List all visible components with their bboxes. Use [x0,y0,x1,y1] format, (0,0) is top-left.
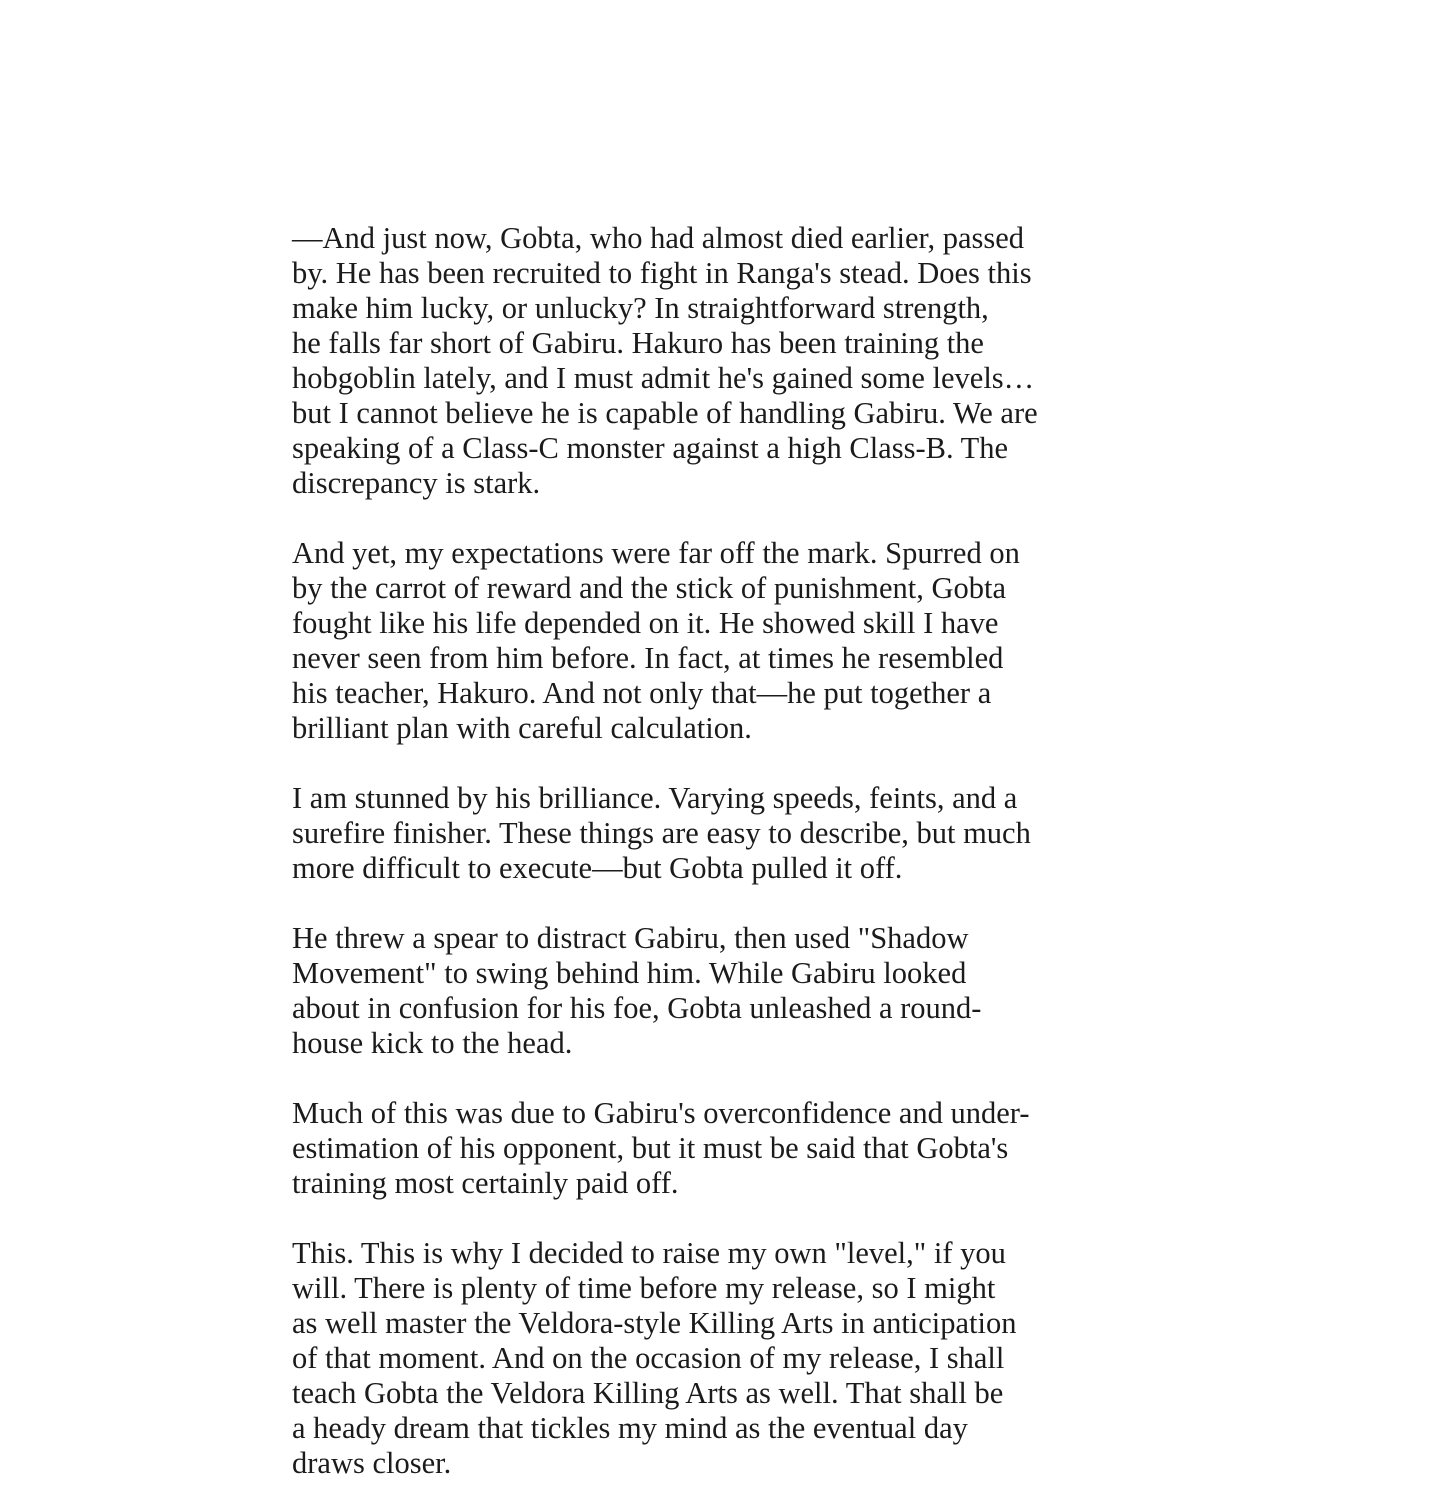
paragraph-4 [292,921,1192,1061]
text-line: brilliant plan with careful calculation. [292,711,752,745]
body-text [292,221,1192,1481]
text-line: And yet, my expectations were far off the mark. Spurred on [292,536,1020,570]
text-line: his teacher, Hakuro. And not only that—he put together a [292,676,992,710]
text-line: he falls far short of Gabiru. Hakuro has been training the [292,326,984,360]
text-line: as well master the Veldora-style Killing Arts in anticipation [292,1306,1017,1340]
text-line: a heady dream that tickles my mind as the eventual day [292,1411,968,1445]
text-line: more difficult to execute—but Gobta pulled it off. [292,851,903,885]
paragraph-3 [292,781,1192,886]
text-line: fought like his life depended on it. He showed skill I have [292,606,999,640]
paragraph-2 [292,536,1192,746]
text-line: about in confusion for his foe, Gobta unleashed a round- [292,991,982,1025]
text-line: This. This is why I decided to raise my own "level," if you [292,1236,1006,1270]
text-line: Much of this was due to Gabiru's overconfidence and under- [292,1096,1030,1130]
text-line: estimation of his opponent, but it must be said that Gobta's [292,1131,1009,1165]
text-line: house kick to the head. [292,1026,573,1060]
text-line: training most certainly paid off. [292,1166,679,1200]
text-line: He threw a spear to distract Gabiru, then used "Shadow [292,921,969,955]
text-line: will. There is plenty of time before my release, so I might [292,1271,996,1305]
paragraph-6 [292,1236,1192,1481]
text-line: teach Gobta the Veldora Killing Arts as well. That shall be [292,1376,1004,1410]
text-line: —And just now, Gobta, who had almost died earlier, passed [292,221,1025,255]
paragraph-1 [292,221,1192,501]
text-line: I am stunned by his brilliance. Varying speeds, feints, and a [292,781,1018,815]
text-line: surefire finisher. These things are easy to describe, but much [292,816,1031,850]
text-line: discrepancy is stark. [292,466,541,500]
text-line: but I cannot believe he is capable of handling Gabiru. We are [292,396,1038,430]
text-line: never seen from him before. In fact, at times he resembled [292,641,1004,675]
text-line: make him lucky, or unlucky? In straightforward strength, [292,291,989,325]
text-line: Movement" to swing behind him. While Gabiru looked [292,956,967,990]
text-line: by. He has been recruited to fight in Ranga's stead. Does this [292,256,1032,290]
text-line: of that moment. And on the occasion of my release, I shall [292,1341,1005,1375]
text-line: speaking of a Class-C monster against a high Class-B. The [292,431,1009,465]
text-line: hobgoblin lately, and I must admit he's gained some levels… [292,361,1035,395]
text-line: draws closer. [292,1446,452,1480]
paragraph-5 [292,1096,1192,1201]
text-line: by the carrot of reward and the stick of punishment, Gobta [292,571,1006,605]
